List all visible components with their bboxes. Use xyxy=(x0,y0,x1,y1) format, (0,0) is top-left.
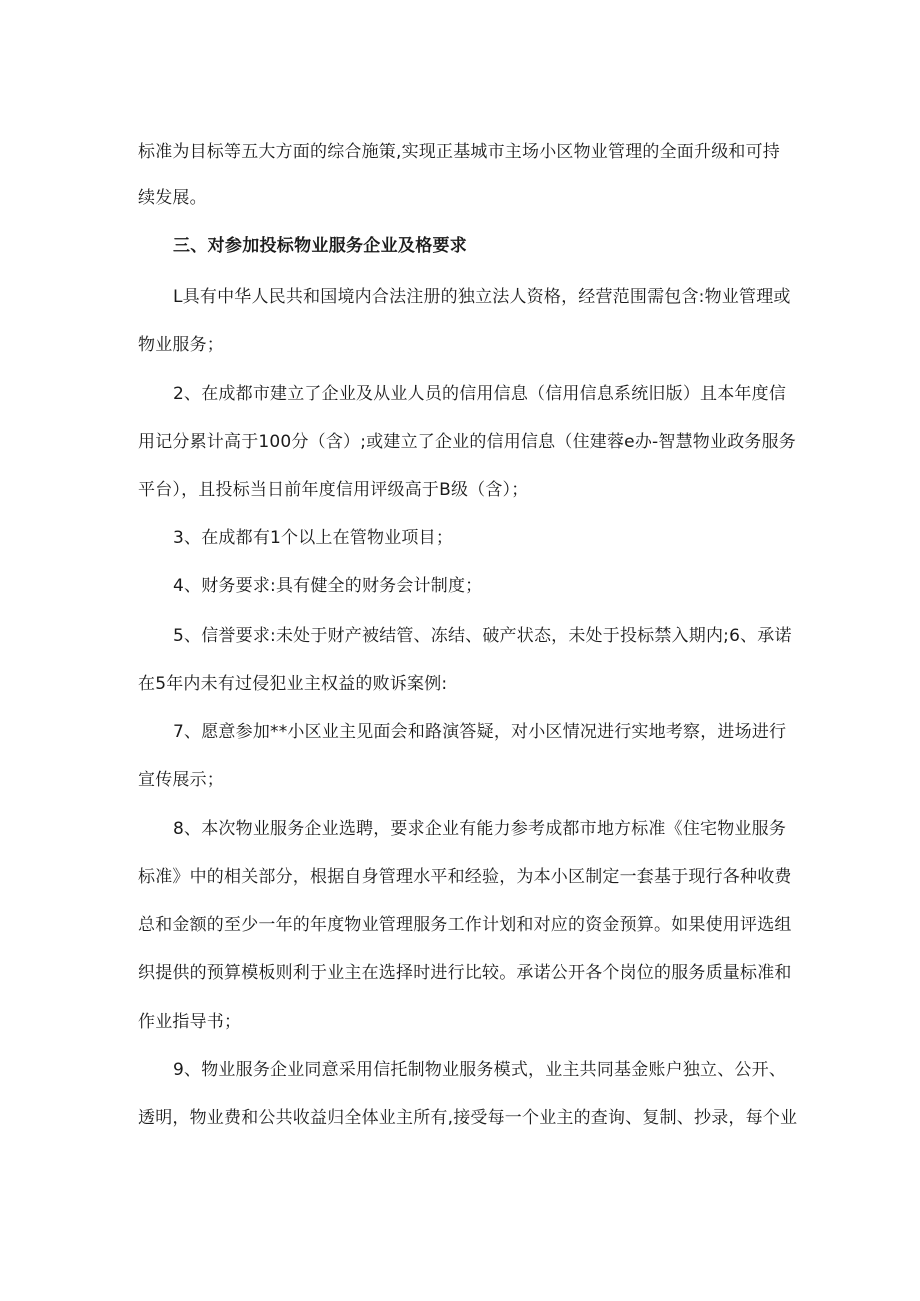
item-2-line-3: 平台），且投标当日前年度信用评级高于B级（含）； xyxy=(138,480,529,500)
item-7-line-2: 宣传展示； xyxy=(138,770,224,790)
section-heading: 三、对参加投标物业服务企业及格要求 xyxy=(173,236,468,256)
item-7-line-1: 7、愿意参加**小区业主见面会和路演答疑，对小区情况进行实地考察，进场进行 xyxy=(173,722,787,742)
item-9-line-1: 9、物业服务企业同意采用信托制物业服务模式，业主共同基金账户独立、公开、 xyxy=(173,1060,787,1080)
item-8-line-3: 总和金额的至少一年的年度物业管理服务工作计划和对应的资金预算。如果使用评选组 xyxy=(138,915,792,935)
item-5-line-1: 5、信誉要求:未处于财产被结管、冻结、破产状态，未处于投标禁入期内;6、承诺 xyxy=(173,626,792,646)
item-1-line-2: 物业服务； xyxy=(138,335,224,355)
item-8-line-2: 标准》中的相关部分，根据自身管理水平和经验，为本小区制定一套基于现行各种收费 xyxy=(138,867,792,887)
item-8-line-1: 8、本次物业服务企业选聘，要求企业有能力参考成都市地方标准《住宅物业服务 xyxy=(173,819,787,839)
item-9-line-2: 透明，物业费和公共收益归全体业主所有,接受每一个业主的查询、复制、抄录，每个业 xyxy=(138,1108,798,1128)
item-5-line-2: 在5年内未有过侵犯业主权益的败诉案例: xyxy=(138,674,448,694)
item-3-line-1: 3、在成都有1个以上在管物业项目； xyxy=(173,528,454,548)
item-8-line-5: 作业指导书； xyxy=(138,1012,242,1032)
item-4-line-1: 4、财务要求:具有健全的财务会计制度； xyxy=(173,576,483,596)
item-2-line-1: 2、在成都市建立了企业及从业人员的信用信息（信用信息系统旧版）且本年度信 xyxy=(173,384,787,404)
item-8-line-4: 织提供的预算模板则利于业主在选择时进行比较。承诺公开各个岗位的服务质量标准和 xyxy=(138,963,792,983)
text-line-1: 标准为目标等五大方面的综合施策,实现正基城市主场小区物业管理的全面升级和可持 xyxy=(138,142,781,162)
item-1-line-1: L具有中华人民共和国境内合法注册的独立法人资格，经营范围需包含:物业管理或 xyxy=(173,287,791,307)
item-2-line-2: 用记分累计高于100分（含）;或建立了企业的信用信息（住建蓉e办-智慧物业政务服务 xyxy=(138,432,796,452)
text-line-2: 续发展。 xyxy=(138,188,207,208)
